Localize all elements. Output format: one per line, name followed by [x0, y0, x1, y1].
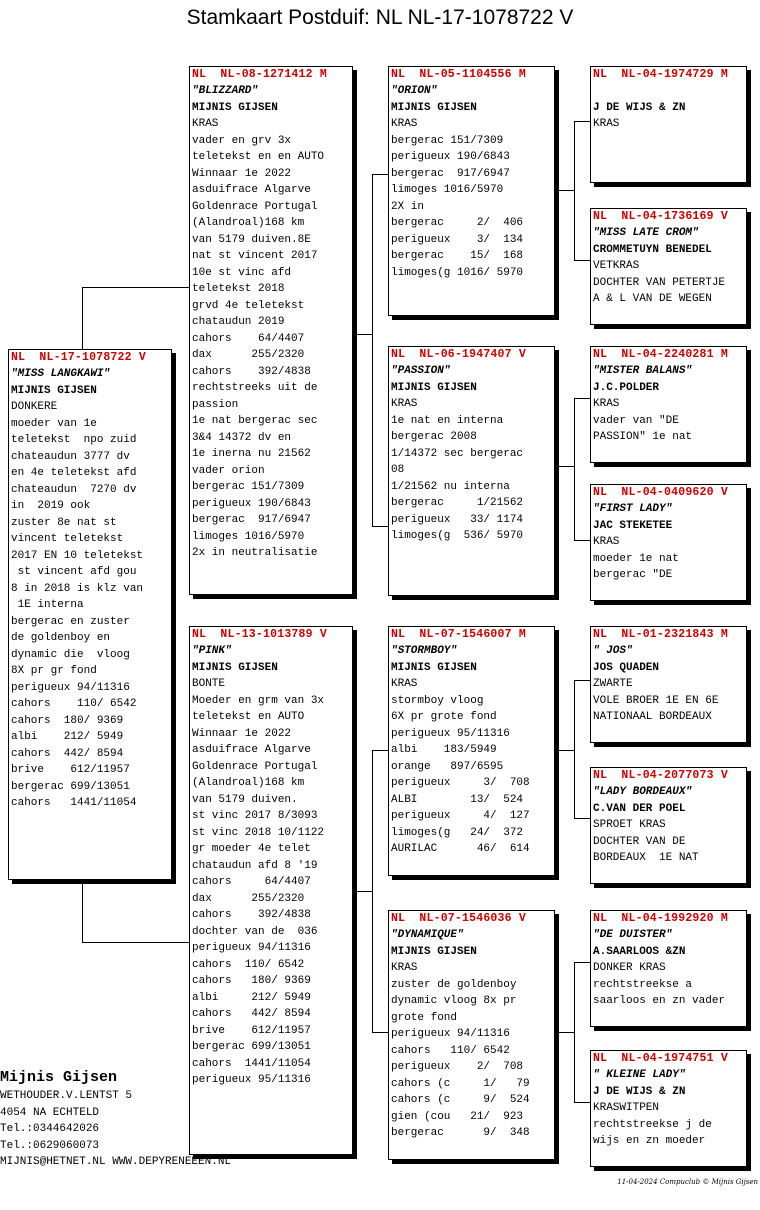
pigeon-name: "PINK" — [192, 645, 232, 657]
ring-number: NL NL-04-2240281 M — [593, 348, 728, 361]
pigeon-card-paternal-grandfather — [388, 66, 555, 316]
pigeon-card-paternal-grandmother — [388, 346, 555, 596]
info-line: cahors 180/ 9369 — [11, 714, 124, 727]
pigeon-card-maternal-grandfather — [388, 626, 555, 876]
breeder-city: 4054 NA ECHTELD — [0, 1106, 100, 1119]
info-line: bergerac 917/6947 — [192, 514, 311, 526]
info-line: perigueux 94/11316 — [391, 1028, 510, 1040]
info-line: chataudun afd 8 '19 — [192, 859, 318, 872]
connector-line — [557, 190, 574, 191]
pigeon-card-ggparent-3 — [590, 346, 747, 463]
info-line: vader orion — [192, 464, 265, 477]
info-line: st vincent afd gou — [11, 566, 137, 578]
info-line: vader van "DE — [593, 414, 679, 427]
ring-number: NL NL-04-1992920 M — [593, 912, 728, 925]
info-line: cahors 110/ 6542 — [11, 698, 137, 710]
info-line: cahors 442/ 8594 — [11, 747, 124, 760]
info-line: bergerac 699/13051 — [192, 1041, 311, 1053]
pigeon-name: "LADY BORDEAUX" — [593, 786, 693, 798]
connector-line — [574, 962, 590, 963]
info-line: van 5179 duiven.8E — [192, 233, 311, 246]
info-line: bergerac 2/ 406 — [391, 217, 524, 229]
info-line: st vinc 2018 10/1122 — [192, 826, 325, 839]
owner-name: JOS QUADEN — [593, 661, 660, 674]
info-line: perigueux 2/ 708 — [391, 1061, 524, 1073]
info-line: KRAS — [391, 118, 418, 130]
info-line: bergerac "DE — [593, 569, 673, 581]
info-line: 1E interna — [11, 599, 84, 611]
ring-number: NL NL-04-1974751 V — [593, 1052, 728, 1065]
info-line: BONTE — [192, 678, 226, 690]
info-line: Goldenrace Portugal — [192, 200, 318, 213]
info-line: bergerac 1/21562 — [391, 497, 524, 509]
info-line: bergerac 151/7309 — [192, 481, 305, 493]
pigeon-card-ggparent-5 — [590, 626, 747, 743]
pigeon-name: "MISS LATE CROM" — [593, 227, 699, 239]
connector-line — [82, 287, 189, 288]
info-line: limoges(g 536/ 5970 — [391, 530, 524, 542]
info-line: 1/14372 sec bergerac — [391, 447, 524, 460]
info-line: de goldenboy en — [11, 632, 111, 644]
breeder-phone-1: Tel.:0344642026 — [0, 1123, 100, 1135]
info-line: brive 612/11957 — [11, 764, 130, 776]
info-line: rechtstreeks uit de — [192, 382, 318, 394]
connector-line — [574, 818, 590, 819]
pigeon-card-maternal-grandmother — [388, 910, 555, 1160]
info-line: orange 897/6595 — [391, 760, 504, 773]
info-line: 3&4 14372 dv en — [192, 431, 292, 444]
owner-name: J DE WIJS & ZN — [593, 101, 686, 114]
info-line: saarloos en zn vader — [593, 995, 726, 1007]
connector-line — [557, 466, 574, 467]
connector-line — [372, 750, 388, 751]
owner-name: MIJNIS GIJSEN — [192, 101, 278, 114]
pigeon-name: "STORMBOY" — [391, 645, 458, 657]
pigeon-name: "MISTER BALANS" — [593, 365, 693, 377]
info-line: ZWARTE — [593, 678, 633, 690]
info-line: asduifrace Algarve — [192, 744, 311, 756]
info-line: perigueux 94/11316 — [11, 681, 130, 694]
info-line: bergerac en zuster — [11, 615, 130, 628]
info-line: perigueux 190/6843 — [192, 497, 311, 510]
info-line: rechtstreekse a — [593, 978, 693, 991]
info-line: 8 in 2018 is klz van — [11, 582, 144, 595]
info-line: teletekst npo zuid — [11, 434, 137, 446]
info-line: gr moeder 4e telet — [192, 843, 311, 855]
footer-credit: 11-04-2024 Compuclub © Mijnis Gijsen — [617, 1178, 758, 1186]
connector-line — [355, 891, 372, 892]
info-line: perigueux 95/11316 — [192, 1074, 311, 1086]
info-line: bergerac 15/ 168 — [391, 250, 524, 262]
info-line: cahors 392/4838 — [192, 909, 311, 921]
connector-line — [372, 174, 373, 526]
pigeon-name: " JOS" — [593, 645, 633, 657]
breeder-info — [0, 1068, 231, 1171]
ring-number: NL NL-06-1947407 V — [391, 348, 526, 361]
ring-number: NL NL-01-2321843 M — [593, 628, 728, 641]
info-line: 10e st vinc afd — [192, 266, 292, 279]
info-line: rechtstreekse j de — [593, 1118, 712, 1131]
info-line: cahors 180/ 9369 — [192, 975, 311, 987]
pigeon-card-ggparent-7 — [590, 910, 747, 1027]
info-line: KRAS — [391, 398, 418, 410]
info-line: (Alandroal)168 km — [192, 777, 305, 789]
blank-line — [593, 83, 744, 100]
connector-line — [574, 260, 590, 261]
info-line: 2017 EN 10 teletekst — [11, 549, 144, 562]
info-line: wijs en zn moeder — [593, 1135, 706, 1147]
info-line: Winnaar 1e 2022 — [192, 167, 292, 180]
info-line: brive 612/11957 — [192, 1024, 311, 1037]
info-line: perigueux 95/11316 — [391, 727, 510, 740]
info-line: BORDEAUX 1E NAT — [593, 852, 699, 864]
pigeon-card-ggparent-1 — [590, 66, 747, 183]
info-line: PASSION" 1e nat — [593, 431, 693, 443]
connector-line — [372, 526, 388, 527]
info-line: 1e nat bergerac sec — [192, 415, 318, 427]
info-line: gien (cou 21/ 923 — [391, 1110, 524, 1123]
pigeon-name: " KLEINE LADY" — [593, 1069, 686, 1081]
info-line: bergerac 917/6947 — [391, 167, 510, 180]
info-line: chateaudun 7270 dv — [11, 483, 137, 496]
info-line: perigueux 33/ 1174 — [391, 513, 524, 526]
info-line: in 2019 ook — [11, 500, 91, 512]
connector-line — [557, 1032, 574, 1033]
ring-number: NL NL-17-1078722 V — [11, 351, 146, 364]
pigeon-card-subject — [8, 349, 172, 880]
ring-number: NL NL-07-1546036 V — [391, 912, 526, 925]
connector-line — [574, 121, 590, 122]
connector-line — [574, 398, 575, 540]
connector-line — [82, 942, 189, 943]
info-line: KRAS — [593, 536, 620, 548]
ring-number: NL NL-04-0409620 V — [593, 486, 728, 499]
info-line: A & L VAN DE WEGEN — [593, 293, 712, 305]
info-line: 2X in — [391, 200, 425, 213]
info-line: chataudun 2019 — [192, 316, 285, 328]
breeder-name: Mijnis Gijsen — [0, 1069, 118, 1086]
info-line: bergerac 699/13051 — [11, 780, 130, 793]
info-line: dochter van de 036 — [192, 925, 318, 938]
info-line: 1e inerna nu 21562 — [192, 448, 311, 460]
info-line: nat st vincent 2017 — [192, 250, 318, 262]
pigeon-card-ggparent-8 — [590, 1050, 747, 1167]
owner-name: MIJNIS GIJSEN — [391, 381, 477, 394]
info-line: perigueux 4/ 127 — [391, 810, 530, 822]
info-line: SPROET KRAS — [593, 819, 666, 831]
info-line: perigueux 94/11316 — [192, 942, 311, 954]
info-line: limoges 1016/5970 — [192, 530, 305, 543]
info-line: VETKRAS — [593, 260, 640, 272]
info-line: limoges(g 24/ 372 — [391, 826, 524, 839]
pigeon-name: "BLIZZARD" — [192, 85, 259, 97]
info-line: KRAS — [391, 962, 418, 974]
info-line: teletekst en en AUTO — [192, 151, 325, 163]
info-line: teletekst 2018 — [192, 283, 285, 295]
ring-number: NL NL-04-2077073 V — [593, 769, 728, 782]
info-line: cahors 110/ 6542 — [192, 958, 305, 971]
pigeon-name: "PASSION" — [391, 365, 451, 377]
info-line: DONKERE — [11, 401, 58, 413]
info-line: 08 — [391, 464, 405, 476]
info-line: cahors 110/ 6542 — [391, 1044, 510, 1057]
info-line: moeder van 1e — [11, 417, 97, 430]
connector-line — [574, 121, 575, 260]
info-line: DONKER KRAS — [593, 962, 666, 974]
info-line: KRAS — [192, 118, 219, 130]
info-line: AURILAC 46/ 614 — [391, 843, 530, 855]
info-line: dax 255/2320 — [192, 892, 305, 905]
info-line: DOCHTER VAN PETERTJE — [593, 276, 726, 289]
info-line: zuster 8e nat st — [11, 516, 117, 529]
connector-line — [372, 174, 388, 175]
info-line: Winnaar 1e 2022 — [192, 727, 292, 740]
info-line: cahors 392/4838 — [192, 365, 311, 378]
pigeon-card-ggparent-4 — [590, 484, 747, 601]
info-line: cahors (c 9/ 524 — [391, 1094, 530, 1106]
info-line: cahors 64/4407 — [192, 876, 311, 888]
owner-name: J DE WIJS & ZN — [593, 1085, 686, 1098]
info-line: bergerac 2008 — [391, 431, 477, 443]
info-line: 2x in neutralisatie — [192, 547, 318, 559]
ring-number: NL NL-05-1104556 M — [391, 68, 526, 81]
info-line: KRAS — [593, 118, 620, 130]
info-line: perigueux 190/6843 — [391, 151, 510, 163]
info-line: vader en grv 3x — [192, 134, 292, 147]
owner-name: C.VAN DER POEL — [593, 802, 686, 815]
info-line: 1/21562 nu interna — [391, 480, 510, 493]
info-line: KRASWITPEN — [593, 1102, 660, 1114]
connector-line — [82, 287, 83, 349]
ring-number: NL NL-07-1546007 M — [391, 628, 526, 641]
ring-number: NL NL-04-1974729 M — [593, 68, 728, 81]
info-line: limoges(g 1016/ 5970 — [391, 266, 524, 279]
owner-name: A.SAARLOOS &ZN — [593, 945, 686, 958]
pigeon-card-father — [189, 66, 353, 595]
connector-line — [574, 1102, 590, 1103]
connector-line — [372, 750, 373, 1032]
info-line: bergerac 9/ 348 — [391, 1127, 530, 1139]
info-line: vincent teletekst — [11, 533, 124, 545]
owner-name: J.C.POLDER — [593, 381, 660, 394]
info-line: cahors 1441/11054 — [192, 1057, 311, 1070]
info-line: en 4e teletekst afd — [11, 467, 137, 479]
info-line: ALBI 13/ 524 — [391, 793, 524, 806]
info-line: 1e nat en interna — [391, 414, 504, 427]
breeder-contact: MIJNIS@HETNET.NL WWW.DEPYRENEEEN.NL — [0, 1156, 232, 1168]
owner-name: JAC STEKETEE — [593, 519, 673, 532]
pigeon-name: "DE DUISTER" — [593, 929, 673, 941]
ring-number: NL NL-04-1736169 V — [593, 210, 728, 223]
info-line: NATIONAAL BORDEAUX — [593, 711, 712, 723]
info-line: van 5179 duiven. — [192, 793, 298, 806]
info-line: (Alandroal)168 km — [192, 217, 305, 229]
connector-line — [574, 398, 590, 399]
pigeon-name: "ORION" — [391, 85, 438, 97]
owner-name: CROMMETUYN BENEDEL — [593, 243, 712, 256]
info-line: grvd 4e teletekst — [192, 299, 305, 312]
connector-line — [574, 680, 575, 818]
info-line: Moeder en grm van 3x — [192, 694, 325, 707]
owner-name: MIJNIS GIJSEN — [11, 384, 97, 397]
page-title: Stamkaart Postduif: NL NL-17-1078722 V — [186, 6, 574, 29]
connector-line — [355, 334, 372, 335]
info-line: teletekst en AUTO — [192, 711, 305, 723]
info-line: grote fond — [391, 1011, 458, 1024]
pigeon-card-ggparent-2 — [590, 208, 747, 325]
connector-line — [574, 962, 575, 1102]
owner-name: MIJNIS GIJSEN — [192, 661, 278, 674]
pigeon-card-ggparent-6 — [590, 767, 747, 884]
info-line: st vinc 2017 8/3093 — [192, 810, 318, 822]
pigeon-name: "MISS LANGKAWI" — [11, 368, 111, 380]
info-line: chateaudun 3777 dv — [11, 450, 130, 463]
info-line: perigueux 3/ 708 — [391, 777, 530, 789]
info-line: albi 212/ 5949 — [192, 991, 311, 1004]
ring-number: NL NL-13-1013789 V — [192, 628, 327, 641]
connector-line — [372, 1032, 388, 1033]
pigeon-name: "DYNAMIQUE" — [391, 929, 464, 941]
breeder-address: WETHOUDER.V.LENTST 5 — [0, 1090, 133, 1102]
info-line: bergerac 151/7309 — [391, 134, 504, 147]
info-line: cahors (c 1/ 79 — [391, 1077, 530, 1090]
info-line: dax 255/2320 — [192, 349, 305, 361]
breeder-phone-2: Tel.:0629060073 — [0, 1139, 100, 1152]
info-line: 8X pr gr fond — [11, 665, 97, 677]
info-line: DOCHTER VAN DE — [593, 835, 686, 848]
info-line: passion — [192, 398, 239, 411]
owner-name: MIJNIS GIJSEN — [391, 661, 477, 674]
connector-line — [574, 680, 590, 681]
info-line: asduifrace Algarve — [192, 184, 311, 196]
info-line: KRAS — [391, 678, 418, 690]
info-line: moeder 1e nat — [593, 552, 679, 565]
info-line: perigueux 3/ 134 — [391, 233, 524, 246]
info-line: albi 212/ 5949 — [11, 731, 124, 743]
connector-line — [557, 750, 574, 751]
ring-number: NL NL-08-1271412 M — [192, 68, 327, 81]
info-line: Goldenrace Portugal — [192, 760, 318, 773]
owner-name: MIJNIS GIJSEN — [391, 945, 477, 958]
info-line: VOLE BROER 1E EN 6E — [593, 694, 719, 707]
connector-line — [82, 879, 83, 942]
pigeon-name: "FIRST LADY" — [593, 503, 673, 515]
info-line: cahors 1441/11054 — [11, 797, 137, 809]
connector-line — [574, 540, 590, 541]
info-line: dynamic die vloog — [11, 648, 130, 661]
info-line: stormboy vloog — [391, 694, 484, 707]
owner-name: MIJNIS GIJSEN — [391, 101, 477, 114]
info-line: albi 183/5949 — [391, 744, 497, 756]
info-line: 6X pr grote fond — [391, 711, 497, 723]
info-line: KRAS — [593, 398, 620, 410]
info-line: cahors 442/ 8594 — [192, 1008, 311, 1020]
info-line: limoges 1016/5970 — [391, 184, 504, 196]
info-line: zuster de goldenboy — [391, 978, 517, 991]
info-line: dynamic vloog 8x pr — [391, 995, 517, 1007]
info-line: cahors 64/4407 — [192, 332, 305, 345]
